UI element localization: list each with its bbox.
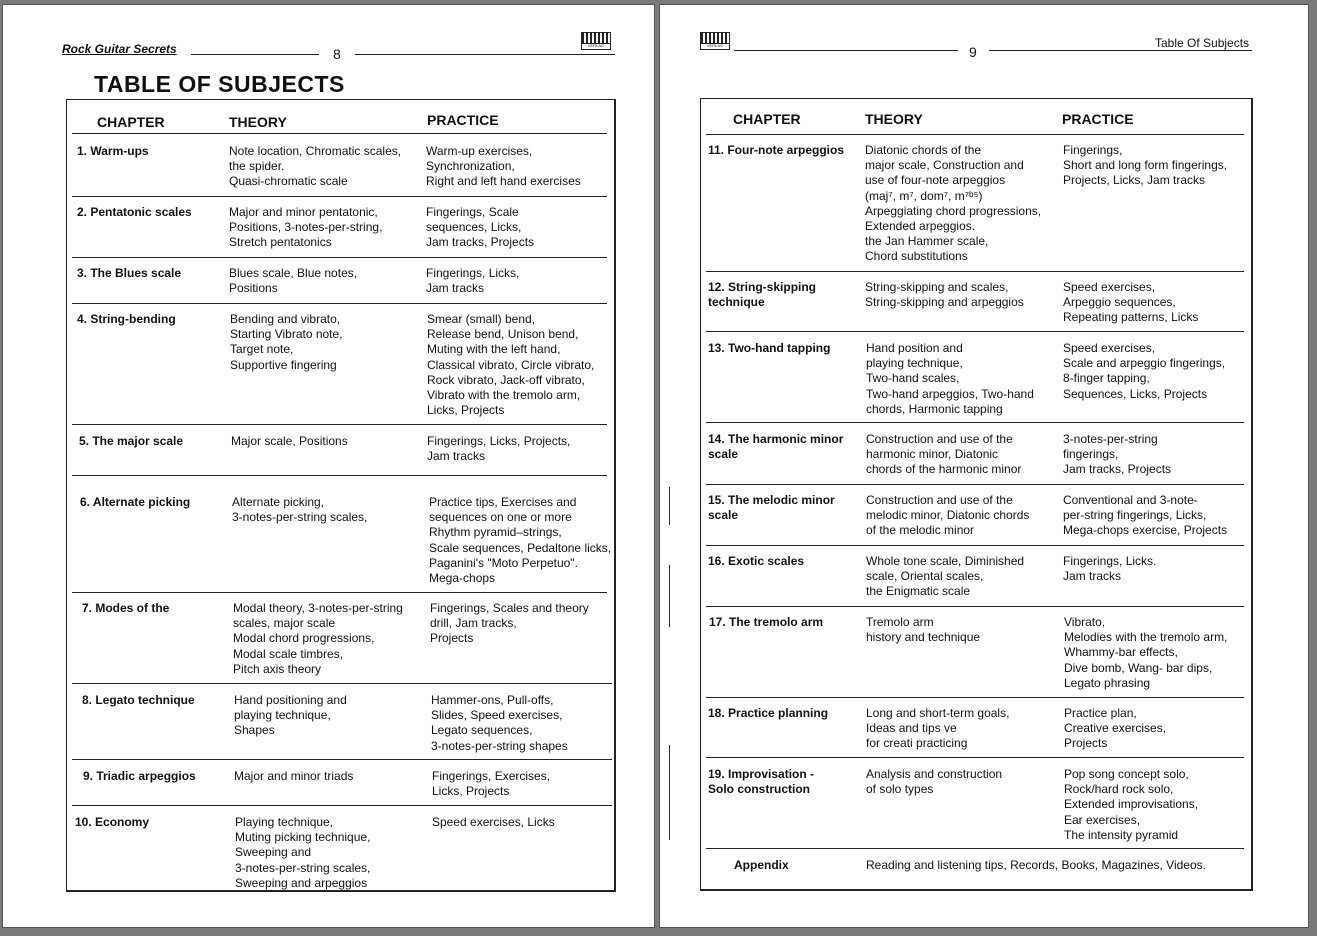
chapter-cell: 1. Warm-ups (77, 144, 149, 158)
practice-cell: Fingerings, Licks. Jam tracks (1063, 554, 1157, 584)
row-divider (706, 422, 1244, 423)
margin-mark (669, 487, 670, 525)
chapter-cell: 7. Modes of the (82, 601, 170, 615)
page-number: 8 (333, 46, 341, 62)
chapter-cell: 2. Pentatonic scales (77, 205, 192, 219)
row-divider (72, 257, 607, 258)
header-rule (355, 54, 615, 55)
theory-cell: String-skipping and scales, String-skipping and arpeggios (865, 280, 1024, 310)
row-divider (72, 424, 607, 425)
page-title: TABLE OF SUBJECTS (94, 71, 345, 97)
practice-cell: Fingerings, Short and long form fingerings, Projects, Licks, Jam tracks (1063, 143, 1228, 188)
practice-cell: Pop song concept solo, Rock/hard rock solo, Extended improvisations, Ear exercises, The intensity pyramid (1064, 767, 1199, 842)
margin-mark (669, 565, 670, 627)
chapter-cell: 14. The harmonic minor scale (708, 432, 844, 462)
left-page (2, 4, 655, 928)
col-header-practice: PRACTICE (427, 112, 499, 128)
chapter-cell: 4. String-bending (77, 312, 176, 326)
row-divider (72, 475, 607, 476)
practice-cell: Warm-up exercises, Synchronization, Right and left hand exercises (426, 144, 581, 189)
theory-cell: Analysis and construction of solo types (866, 767, 1003, 797)
theory-cell: Note location, Chromatic scales, the spider. Quasi-chromatic scale (229, 144, 402, 189)
chapter-cell: 9. Triadic arpeggios (83, 769, 196, 783)
chapter-cell: 19. Improvisation - Solo construction (708, 767, 815, 797)
col-header-chapter: CHAPTER (97, 114, 165, 130)
practice-cell: Hammer-ons, Pull-offs, Slides, Speed exercises, Legato sequences, 3-notes-per-string shapes (431, 693, 568, 753)
practice-cell: Fingerings, Licks, Projects, Jam tracks (427, 434, 571, 464)
chapter-cell: 8. Legato technique (82, 693, 195, 707)
theory-cell: Whole tone scale, Diminished scale, Oriental scales, the Enigmatic scale (866, 554, 1025, 599)
practice-cell: Smear (small) bend, Release bend, Unison bend, Muting with the left hand, Classical vibrato, Circle vibrato, Rock vibrato, Jack-off vibrato, Vibrato with the tremolo arm, Licks, Projects (427, 312, 595, 418)
col-header-theory: THEORY (229, 114, 287, 130)
theory-cell: Construction and use of the melodic minor, Diatonic chords of the melodic minor (866, 493, 1030, 538)
practice-cell: Fingerings, Licks, Jam tracks (426, 266, 520, 296)
theory-cell: Hand positioning and playing technique, Shapes (234, 693, 347, 738)
practice-cell: Speed exercises, Arpeggio sequences, Repeating patterns, Licks (1063, 280, 1199, 325)
theory-cell: Major and minor triads (234, 769, 354, 783)
col-header-chapter: CHAPTER (733, 111, 801, 127)
col-header-practice: PRACTICE (1062, 111, 1134, 127)
right-page (659, 4, 1309, 928)
publisher-logo-icon: VERLAG (700, 32, 730, 50)
header-rule (989, 50, 1252, 51)
theory-cell: Hand position and playing technique, Two-hand scales, Two-hand arpeggios, Two-hand chords, Harmonic tapping (866, 341, 1034, 416)
chapter-cell: 5. The major scale (79, 434, 184, 448)
chapter-cell: 6. Alternate picking (80, 495, 191, 509)
running-title: Rock Guitar Secrets (62, 42, 177, 56)
practice-cell: Speed exercises, Scale and arpeggio fingerings, 8-finger tapping, Sequences, Licks, Projects (1063, 341, 1226, 401)
theory-cell: Modal theory, 3-notes-per-string scales, major scale Modal chord progressions, Modal scale timbres, Pitch axis theory (233, 601, 403, 676)
practice-cell: Fingerings, Scales and theory drill, Jam tracks, Projects (430, 601, 589, 646)
row-divider (706, 757, 1244, 758)
theory-cell: Blues scale, Blue notes, Positions (229, 266, 358, 296)
practice-cell: Conventional and 3-note- per-string fingerings, Licks, Mega-chops exercise, Projects (1063, 493, 1228, 538)
chapter-cell: 3. The Blues scale (77, 266, 182, 280)
theory-cell: Construction and use of the harmonic minor, Diatonic chords of the harmonic minor (866, 432, 1022, 477)
header-rule (734, 50, 958, 51)
chapter-cell: 15. The melodic minor scale (708, 493, 835, 523)
row-divider (706, 697, 1244, 698)
header-rule (191, 54, 319, 55)
row-divider (706, 545, 1244, 546)
row-divider (72, 759, 612, 760)
row-divider (72, 303, 607, 304)
chapter-cell: 10. Economy (75, 815, 150, 829)
row-divider (706, 331, 1244, 332)
theory-cell: Tremolo arm history and technique (866, 615, 981, 645)
row-divider (72, 592, 607, 593)
chapter-cell: 17. The tremolo arm (709, 615, 824, 629)
practice-cell: Practice tips, Exercises and sequences on one or more Rhythm pyramid–strings, Scale sequences, Pedaltone licks, Paganini's "Moto Perpetuo". Mega-chops (429, 495, 612, 586)
running-title: Table Of Subjects (1155, 36, 1250, 50)
subjects-table (700, 98, 1253, 891)
row-divider (72, 683, 612, 684)
theory-cell: Playing technique, Muting picking technique, Sweeping and 3-notes-per-string scales, Sweeping and arpeggios (235, 815, 371, 890)
theory-cell: Long and short-term goals, Ideas and tips ve for creati practicing (866, 706, 1010, 751)
theory-cell: Diatonic chords of the major scale, Construction and use of four-note arpeggios (maj⁷, m⁷, dom⁷, m⁷ᵇ⁵) Arpeggiating chord progressions, Extended arpeggios. the Jan Hammer scale, Chord substitutions (865, 143, 1042, 264)
appendix-label: Appendix (734, 858, 789, 872)
page-number: 9 (969, 44, 977, 60)
theory-cell: Major scale, Positions (231, 434, 348, 448)
row-divider (706, 271, 1244, 272)
header-divider (72, 133, 607, 134)
chapter-cell: 12. String-skipping technique (708, 280, 817, 310)
row-divider (72, 196, 607, 197)
theory-cell: Major and minor pentatonic, Positions, 3-notes-per-string, Stretch pentatonics (229, 205, 383, 250)
chapter-cell: 16. Exotic scales (708, 554, 805, 568)
practice-cell: Fingerings, Exercises, Licks, Projects (432, 769, 551, 799)
practice-cell: Speed exercises, Licks (432, 815, 555, 829)
practice-cell: 3-notes-per-string fingerings, Jam tracks, Projects (1063, 432, 1172, 477)
col-header-theory: THEORY (865, 111, 923, 127)
theory-cell: Alternate picking, 3-notes-per-string scales, (232, 495, 368, 525)
chapter-cell: 11. Four-note arpeggios (708, 143, 845, 157)
row-divider (72, 805, 612, 806)
practice-cell: Vibrato, Melodies with the tremolo arm, Whammy-bar effects, Dive bomb, Wang- bar dips, Legato phrasing (1064, 615, 1228, 690)
theory-cell: Bending and vibrato, Starting Vibrato note, Target note, Supportive fingering (230, 312, 343, 372)
margin-mark (669, 745, 670, 840)
practice-cell: Fingerings, Scale sequences, Licks, Jam tracks, Projects (426, 205, 535, 250)
chapter-cell: 18. Practice planning (708, 706, 829, 720)
chapter-cell: 13. Two-hand tapping (708, 341, 831, 355)
header-divider (706, 134, 1244, 135)
appendix-text: Reading and listening tips, Records, Books, Magazines, Videos. (866, 858, 1206, 872)
row-divider (706, 848, 1244, 849)
subjects-table (66, 99, 616, 892)
publisher-logo-icon: VERLAG (581, 32, 611, 50)
row-divider (706, 606, 1244, 607)
row-divider (706, 484, 1244, 485)
practice-cell: Practice plan, Creative exercises, Projects (1064, 706, 1167, 751)
